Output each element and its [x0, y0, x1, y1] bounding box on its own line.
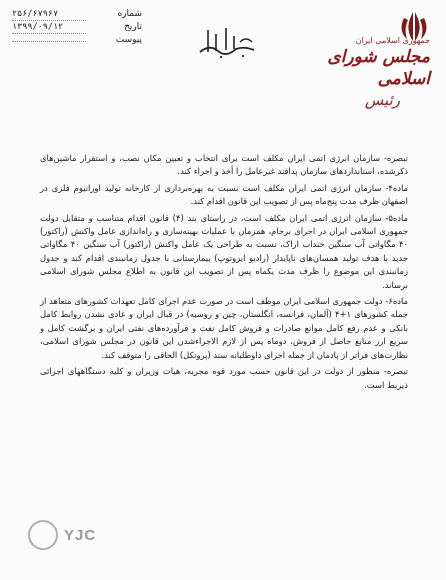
- org-line1: جمهوری اسلامی ایران: [355, 36, 430, 45]
- yjc-watermark: [28, 520, 96, 550]
- basmala-calligraphy: [196, 22, 258, 62]
- date-label: تاریخ: [124, 22, 142, 32]
- date-row: [12, 21, 142, 34]
- number-value: ۲۵۶/۶۷۹۶۷: [12, 8, 86, 21]
- attachment-value: [12, 41, 86, 42]
- number-label: شماره: [117, 9, 142, 19]
- body-paragraph: تبصره- منظور از دولت در این قانون حسب مورد قوه مجریه، هیات وزیران و کلیه دستگاههای اجرائی ذیربط است.: [40, 366, 408, 390]
- attachment-label: پیوست: [115, 35, 142, 45]
- watermark-text: YJC: [64, 526, 97, 544]
- org-line3: رئیس: [364, 91, 400, 109]
- letter-meta: [12, 8, 142, 47]
- attachment-row: [12, 34, 142, 47]
- date-value: ۱۳۹۹/۰۹/۱۲: [12, 21, 86, 34]
- parliament-header: [290, 36, 430, 110]
- body-paragraph: ماده۴- سازمان انرژی اتمی ایران مکلف است نسبت به بهره‌برداری از کارخانه تولید اورانیوم فلزی در اصفهان ظرف مدت پنج‌ماه پس از تصویب این قانون اقدام کند.: [40, 182, 408, 207]
- org-line2: مجلس شورای اسلامی: [327, 47, 430, 89]
- body-paragraph: ماده۶- دولت جمهوری اسلامی ایران موظف است در صورت عدم اجرای کامل تعهدات کشورهای متعاهد از جمله کشورهای ۱+۴ (آلمان، فرانسه، انگلستان، چین و روسیه) در قبال ایران و عادی نشدن روابط کامل بانکی و عدم رفع کامل موانع صادرات و فروش کامل نفت و فرآورده‌های نفتی ایران و برگشت کامل و سریع ارز منابع حاصل از فروش، دوماه پس از لازم الاجراءشدن این قانون در مجلس شورای اسلامی، نظارت‌های فراتر از پادمان از جمله اجرای داوطلبانه سند (پروتکل) الحاقی را متوقف کند.: [40, 296, 408, 360]
- letter-body: [40, 152, 408, 395]
- body-paragraph: تبصره- سازمان انرژی اتمی ایران مکلف است برای انتخاب و تعیین مکان نصب، و استقرار ماشین‌های ذکرشده، استانداردهای سازمان پدافند غیرعامل را أخذ و اجراء کند.: [40, 153, 408, 177]
- body-paragraph: ماده۵- سازمان انرژی اتمی ایران مکلف است، در راستای بند (۴) قانون اقدام متناسب و متقابل دولت جمهوری اسلامی ایران در اجرای برجام، همزمان با عملیات بهینه‌سازی و راه‌اندازی عامل واکنش (راکتور) ۴۰ مگاواتی آب سنگین خنداب اراک، نسبت به طراحی یک عامل واکنش (راکتور) آب سنگین ۴۰ مگاواتی جدید با هدف تولید همسان‌های ناپایدار (رادیو ایزوتوپ) بیمارستانی با جدول زمانبندی اقدام کند و جدول زمانبندی این موضوع را ظرف مدت یکماه پس از تصویب این قانون به اطلاع مجلس شورای اسلامی برساند.: [40, 212, 408, 290]
- number-row: [12, 8, 142, 21]
- yjc-logo-icon: [28, 520, 58, 550]
